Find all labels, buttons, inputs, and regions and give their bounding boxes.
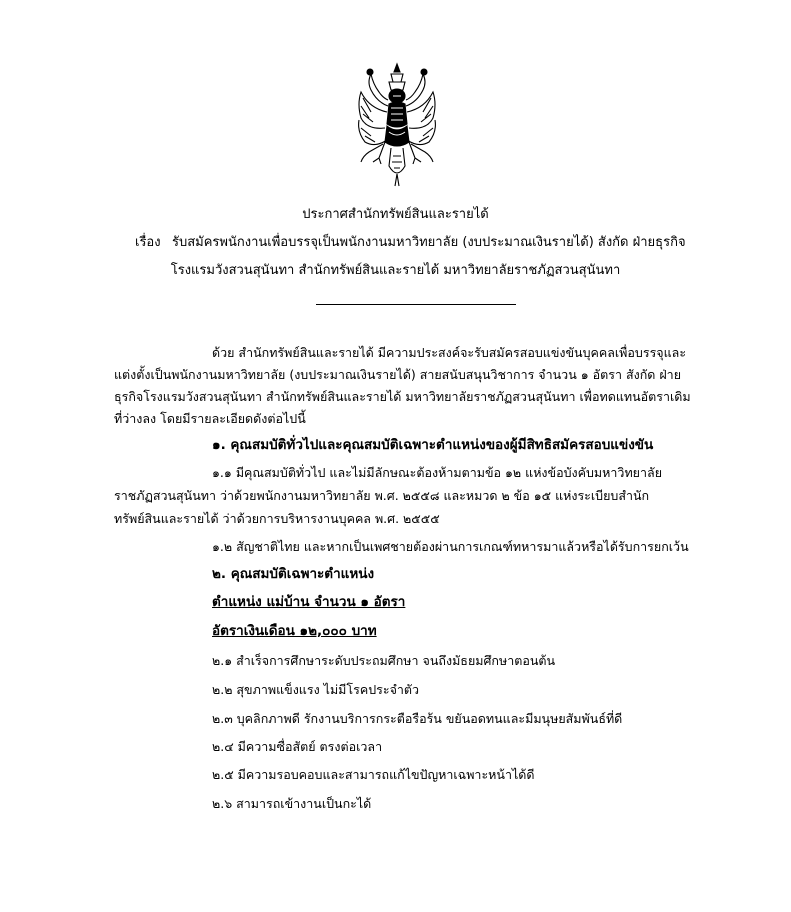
qualification-item: ๒.๕ มีความรอบคอบและสามารถแก้ไขปัญหาเฉพาะหน้าได้ดี [212, 767, 535, 782]
subject-prefix: เรื่อง [135, 235, 161, 250]
item-1-1-line: ราชภัฏสวนสุนันทา ว่าด้วยพนักงานมหาวิทยาลัย พ.ศ. ๒๕๕๘ และหมวด ๒ ข้อ ๑๕ แห่งระเบียบสำนัก [114, 488, 650, 503]
item-1-1-line: ทรัพย์สินและรายได้ ว่าด้วยการบริหารงานบุคคล พ.ศ. ๒๕๕๕ [114, 511, 440, 526]
item-1-2: ๑.๒ สัญชาติไทย และหากเป็นเพศชายต้องผ่านการเกณฑ์ทหารมาแล้วหรือได้รับการยกเว้น [212, 539, 689, 554]
intro-line: แต่งตั้งเป็นพนักงานมหาวิทยาลัย (งบประมาณเงินรายได้) สายสนับสนุนวิชาการ จำนวน ๑ อัตรา สังกัด ฝ่าย [114, 367, 682, 382]
divider-line [316, 304, 516, 305]
subject-text: รับสมัครพนักงานเพื่อบรรจุเป็นพนักงานมหาวิทยาลัย (งบประมาณเงินรายได้) สังกัด ฝ่ายธุรกิจ [172, 235, 686, 250]
position-title: ตำแหน่ง แม่บ้าน จำนวน ๑ อัตรา [212, 594, 406, 610]
intro-line: ด้วย สำนักทรัพย์สินและรายได้ มีความประสงค์จะรับสมัครสอบแข่งขันบุคคลเพื่อบรรจุและ [212, 345, 687, 360]
subject-line [135, 234, 755, 252]
qualification-item: ๒.๓ บุคลิกภาพดี รักงานบริการกระตือรือร้น ขยันอดทนและมีมนุษยสัมพันธ์ที่ดี [212, 711, 623, 726]
intro-line: ธุรกิจโรงแรมวังสวนสุนันทา สำนักทรัพย์สินและรายได้ มหาวิทยาลัยราชภัฏสวนสุนันทา เพื่อทดแทนอัตราเดิม [114, 389, 691, 404]
section-2-heading: ๒. คุณสมบัติเฉพาะตำแหน่ง [212, 566, 375, 582]
garuda-emblem-icon [355, 62, 439, 188]
qualification-item: ๒.๖ สามารถเข้างานเป็นกะได้ [212, 796, 372, 811]
item-1-1-line: ๑.๑ มีคุณสมบัติทั่วไป และไม่มีลักษณะต้องห้ามตามข้อ ๑๒ แห่งข้อบังคับมหาวิทยาลัย [212, 465, 663, 480]
qualification-item: ๒.๔ มีความซื่อสัตย์ ตรงต่อเวลา [212, 739, 383, 754]
announcement-title: ประกาศสำนักทรัพย์สินและรายได้ [302, 207, 489, 222]
section-1-heading: ๑. คุณสมบัติทั่วไปและคุณสมบัติเฉพาะตำแหน่งของผู้มีสิทธิสมัครสอบแข่งขัน [212, 437, 654, 453]
qualification-item: ๒.๑ สำเร็จการศึกษาระดับประถมศึกษา จนถึงมัธยมศึกษาตอนต้น [212, 653, 556, 668]
qualification-item: ๒.๒ สุขภาพแข็งแรง ไม่มีโรคประจำตัว [212, 682, 420, 697]
subject-text-continued: โรงแรมวังสวนสุนันทา สำนักทรัพย์สินและรายได้ มหาวิทยาลัยราชภัฏสวนสุนันทา [170, 263, 621, 278]
intro-line: ที่ว่างลง โดยมีรายละเอียดดังต่อไปนี้ [114, 411, 306, 426]
salary-rate: อัตราเงินเดือน ๑๒,๐๐๐ บาท [212, 623, 377, 639]
